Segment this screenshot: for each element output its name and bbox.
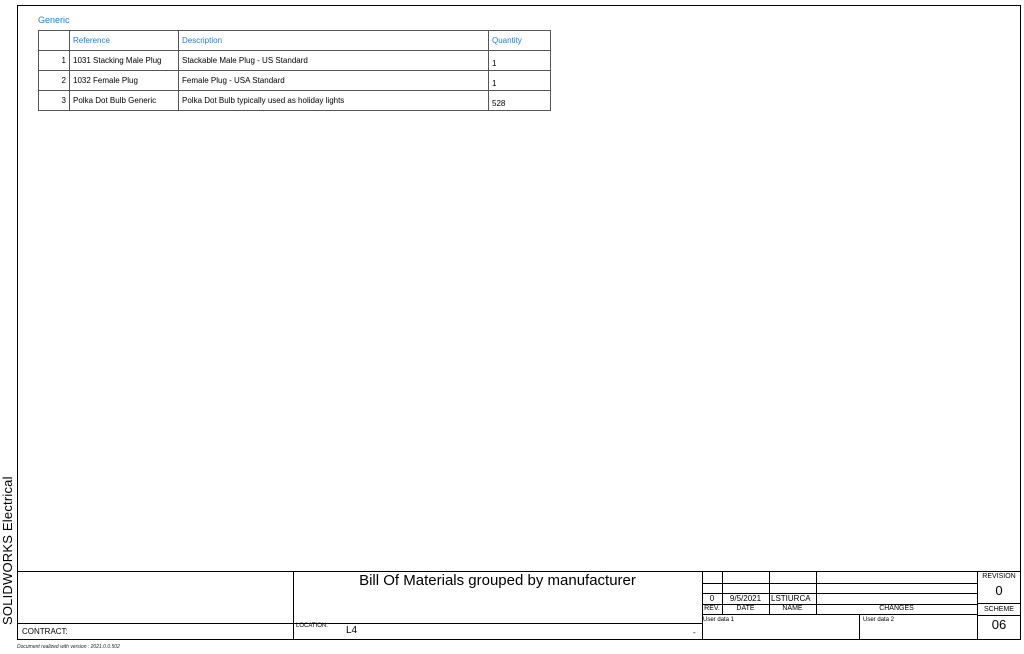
scheme-label: SCHEME: [984, 606, 1014, 613]
bom-row: [39, 91, 551, 111]
row-quantity: 1: [489, 51, 551, 71]
row-reference: 1031 Stacking Male Plug: [70, 51, 179, 71]
divider: [977, 603, 1021, 604]
bom-header-row: [39, 31, 551, 51]
solidworks-electrical-label: SOLIDWORKS Electrical: [0, 476, 15, 625]
quantity-header: Quantity: [489, 31, 551, 51]
row-index: 2: [39, 71, 70, 91]
location-dash: -: [693, 628, 696, 637]
reference-header: Reference: [70, 31, 179, 51]
location-label: LOCATION:: [296, 623, 328, 629]
divider: [17, 623, 293, 624]
bom-row: [39, 51, 551, 71]
bom-table: [38, 30, 551, 111]
group-title: Generic: [38, 15, 70, 25]
name-header: NAME: [782, 605, 803, 612]
contract-label: CONTRACT:: [22, 627, 68, 636]
row-description: Stackable Male Plug - US Standard: [179, 51, 489, 71]
row-quantity: 528: [489, 91, 551, 111]
index-header: [39, 31, 70, 51]
user-data-2: User data 2: [863, 617, 895, 623]
user-data-1: User data 1: [703, 617, 735, 623]
rev-name: LSTIURCA: [771, 594, 811, 603]
version-note: Document realized with version : 2021.0.0.502: [17, 644, 120, 650]
rev-number: 0: [709, 594, 715, 603]
changes-header: CHANGES: [879, 605, 914, 612]
row-quantity: 1: [489, 71, 551, 91]
row-index: 1: [39, 51, 70, 71]
drawing-title: Bill Of Materials grouped by manufacturer: [359, 572, 636, 589]
scheme-value: 06: [991, 617, 1007, 632]
location-value: L4: [346, 625, 358, 636]
revision-label: REVISION: [982, 573, 1016, 580]
rev-date: 9/5/2021: [729, 594, 762, 603]
row-reference: Polka Dot Bulb Generic: [70, 91, 179, 111]
description-header: Description: [179, 31, 489, 51]
row-reference: 1032 Female Plug: [70, 71, 179, 91]
revision-value: 0: [995, 583, 1003, 598]
date-header: DATE: [736, 605, 755, 612]
divider: [293, 623, 702, 624]
divider: [702, 583, 977, 584]
bom-row: [39, 71, 551, 91]
divider: [977, 615, 1021, 616]
divider: [702, 614, 977, 615]
divider: [859, 614, 860, 640]
row-index: 3: [39, 91, 70, 111]
rev-header: REV.: [704, 605, 720, 612]
row-description: Polka Dot Bulb typically used as holiday lights: [179, 91, 489, 111]
row-description: Female Plug - USA Standard: [179, 71, 489, 91]
